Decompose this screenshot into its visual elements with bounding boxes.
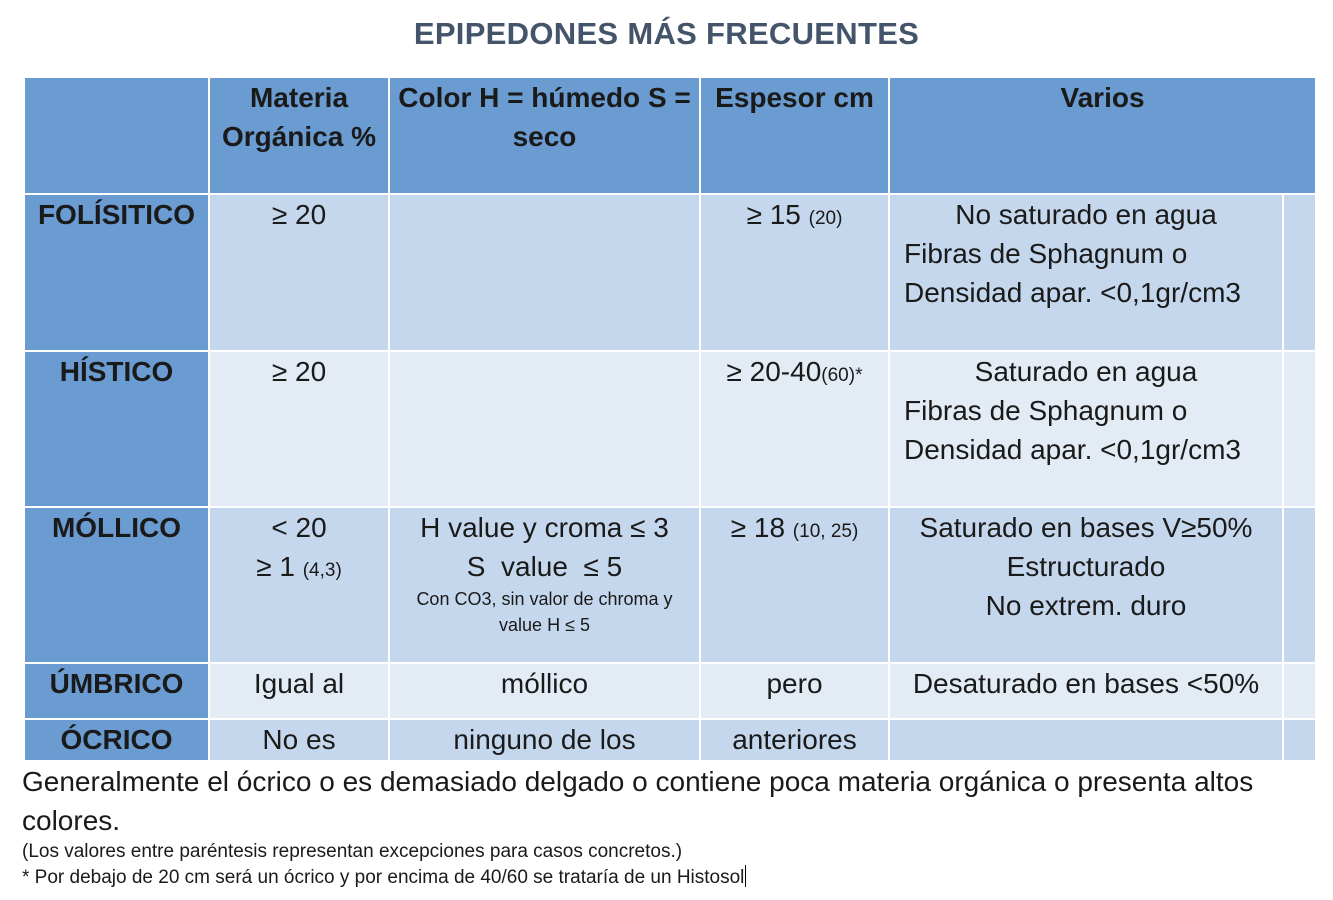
cell-materia: < 20 ≥ 1 (4,3) [209,507,389,663]
footer-note-parentheses: (Los valores entre paréntesis representan excepciones para casos concretos.) [22,841,683,862]
cell-color: ninguno de los [389,719,700,761]
epipedon-table [23,76,1317,762]
table-row [24,351,1316,507]
cell-materia: ≥ 20 [209,194,389,351]
row-label: ÚMBRICO [24,663,209,719]
cell-espesor: ≥ 20-40(60)* [700,351,889,507]
cell-varios: Saturado en agua Fibras de Sphagnum o Densidad apar. <0,1gr/cm3 [889,351,1283,507]
footer-summary: Generalmente el ócrico o es demasiado delgado o contiene poca materia orgánica o presenta altos colores. [22,766,1254,836]
header-espesor: Espesor cm [700,77,889,194]
cell-espesor: pero [700,663,889,719]
header-row [24,77,1316,194]
row-label: ÓCRICO [24,719,209,761]
cell-varios [889,719,1283,761]
row-label: MÓLLICO [24,507,209,663]
header-materia: Materia Orgánica % [209,77,389,194]
page-title: EPIPEDONES MÁS FRECUENTES [413,16,920,51]
table-row [24,194,1316,351]
row-label: HÍSTICO [24,351,209,507]
footer-note-histosol[interactable]: * Por debajo de 20 cm será un ócrico y por encima de 40/60 se trataría de un Histosol [22,867,745,888]
cell-color [389,351,700,507]
cell-materia: No es [209,719,389,761]
header-varios: Varios [889,77,1316,194]
table-row [24,663,1316,719]
cell-spacer [1283,719,1316,761]
cell-materia: Igual al [209,663,389,719]
cell-espesor: ≥ 15 (20) [700,194,889,351]
cell-color [389,194,700,351]
cell-spacer [1283,194,1316,351]
cell-color: H value y croma ≤ 3 S value ≤ 5 Con CO3, sin valor de chroma y value H ≤ 5 [389,507,700,663]
header-color: Color H = húmedo S = seco [389,77,700,194]
cell-spacer [1283,663,1316,719]
cell-varios: Desaturado en bases <50% [889,663,1283,719]
cell-espesor: anteriores [700,719,889,761]
cell-spacer [1283,507,1316,663]
text-cursor [745,865,746,887]
table-row [24,507,1316,663]
header-empty [24,77,209,194]
cell-espesor: ≥ 18 (10, 25) [700,507,889,663]
row-label: FOLÍSITICO [24,194,209,351]
cell-spacer [1283,351,1316,507]
cell-color: móllico [389,663,700,719]
table-row [24,719,1316,761]
cell-materia: ≥ 20 [209,351,389,507]
cell-varios: Saturado en bases V≥50% Estructurado No extrem. duro [889,507,1283,663]
cell-varios: No saturado en agua Fibras de Sphagnum o Densidad apar. <0,1gr/cm3 [889,194,1283,351]
